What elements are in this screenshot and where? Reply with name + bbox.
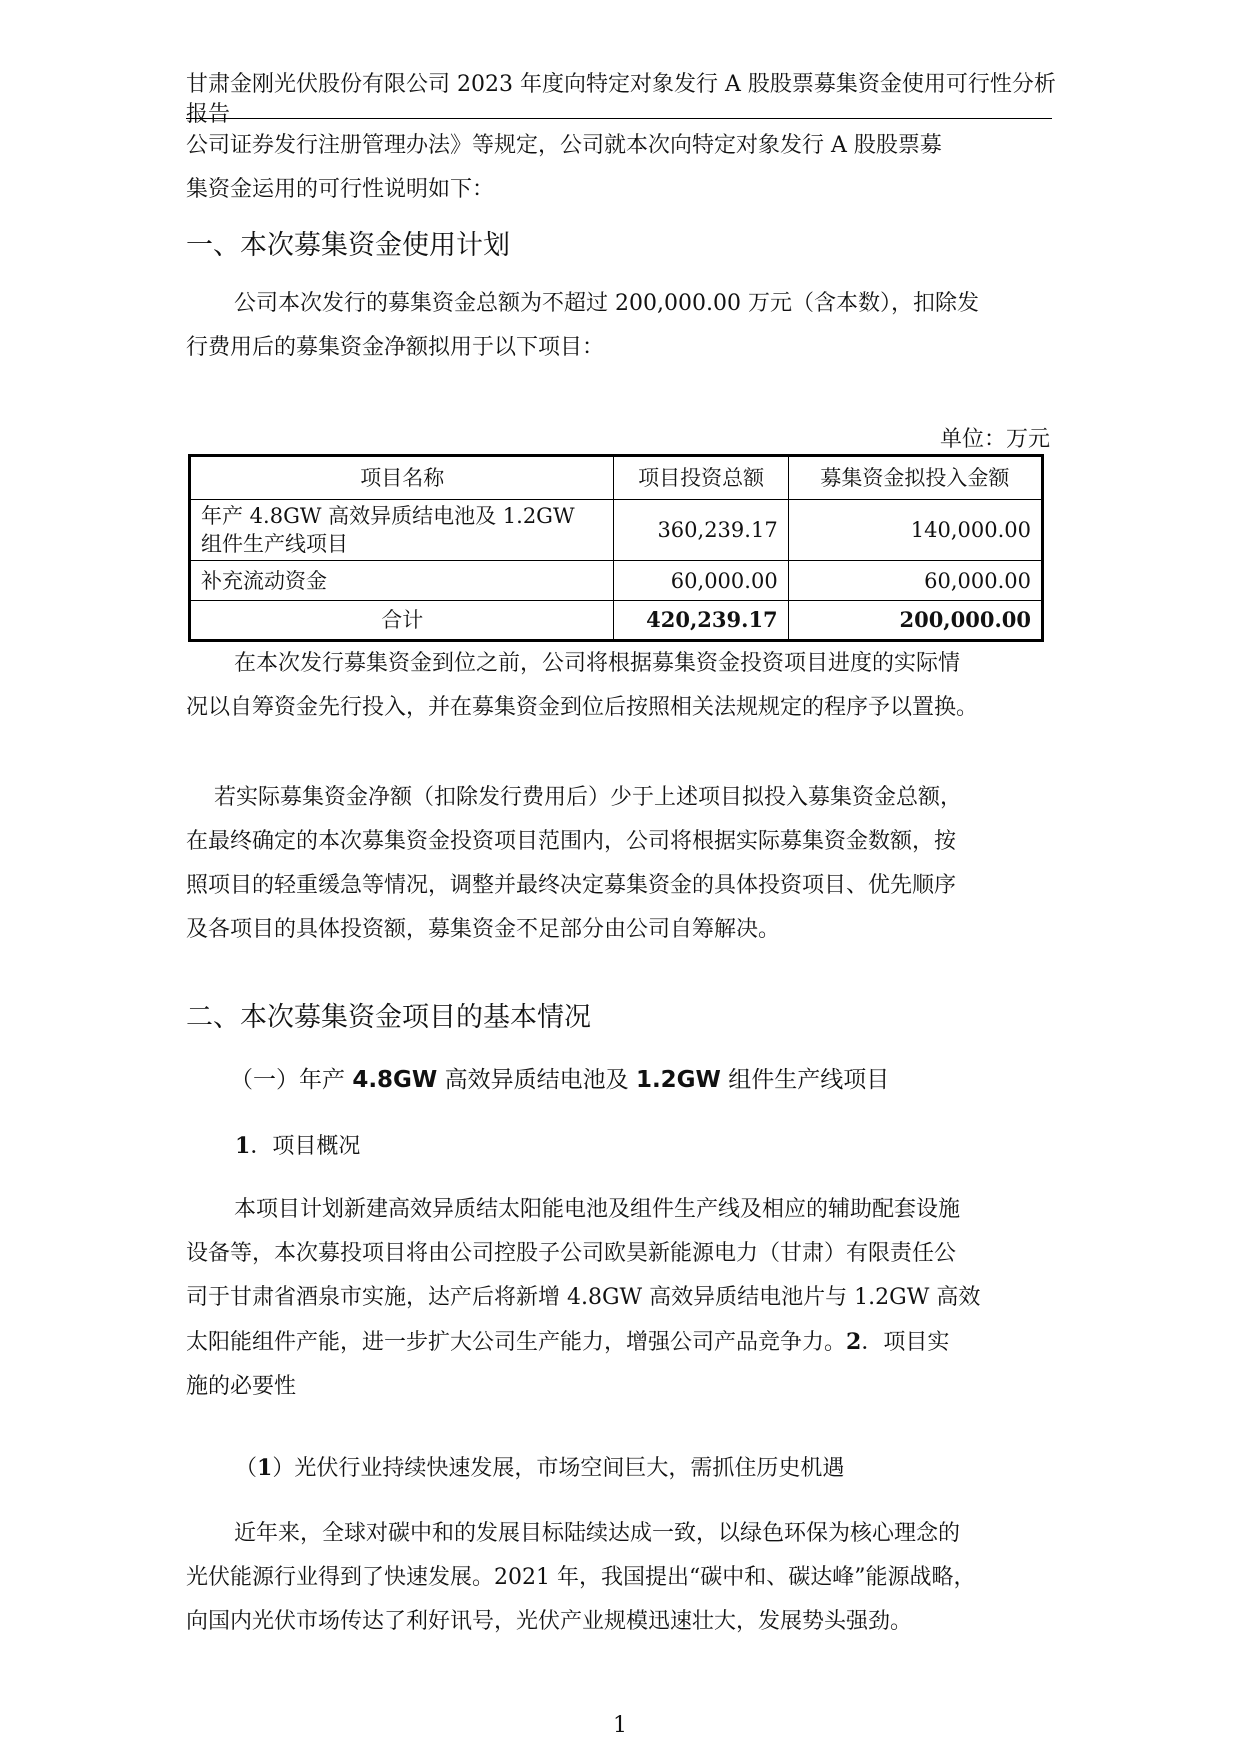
unit-label: 单位：万元 [939, 427, 1050, 452]
column-header-project-name: 项目名称 [190, 456, 614, 500]
overview-paragraph [186, 1188, 1056, 1409]
project-name-cell: 补充流动资金 [190, 561, 614, 601]
para-line: 及各项目的具体投资额，募集资金不足部分由公司自筹解决。 [186, 917, 781, 942]
para-line: 近年来，全球对碳中和的发展目标陆续达成一致，以绿色环保为核心理念的 [234, 1521, 961, 1546]
para-line: 设备等，本次募投项目将由公司控股子公司欧昊新能源电力（甘肃）有限责任公 [186, 1241, 957, 1266]
industry-paragraph [186, 1512, 1056, 1644]
point-number: 1 [257, 1455, 273, 1481]
item-number: 2 [846, 1329, 862, 1355]
section2-heading: 二、本次募集资金项目的基本情况 [186, 1002, 591, 1033]
raised-amount-sum-cell: 200,000.00 [788, 601, 1042, 641]
para-line [186, 1320, 1056, 1365]
item1-heading [235, 1130, 360, 1163]
project-name-line: 组件生产线项目 [201, 532, 348, 556]
para-line: 向国内光伏市场传达了利好讯号，光伏产业规模迅速壮大，发展势头强劲。 [186, 1609, 913, 1634]
para-line: 司于甘肃省酒泉市实施，达产后将新增 4.8GW 高效异质结电池片与 1.2GW 高效 [186, 1285, 981, 1310]
raised-amount-cell: 60,000.00 [788, 561, 1042, 601]
subsection-capacity-cells: 4.8GW [352, 1067, 438, 1093]
table-row [190, 561, 1043, 601]
header-rule [186, 118, 1052, 119]
para-line: 施的必要性 [186, 1374, 297, 1399]
subsection-mid: 高效异质结电池及 [437, 1067, 636, 1093]
page-number: 1 [613, 1713, 627, 1738]
header-title-line1: 甘肃金刚光伏股份有限公司 2023 年度向特定对象发行 A 股股票募集资金使用可行性分析 [186, 72, 1056, 97]
para-line: 照项目的轻重缓急等情况，调整并最终决定募集资金的具体投资项目、优先顺序 [186, 873, 957, 898]
total-investment-cell: 60,000.00 [614, 561, 788, 601]
point-text: ）光伏行业持续快速发展，市场空间巨大，需抓住历史机遇 [272, 1456, 845, 1481]
column-header-raised-amount: 募集资金拟投入金额 [788, 456, 1042, 500]
shortfall-paragraph [186, 776, 1056, 952]
table-total-row [190, 601, 1043, 641]
intro-line: 集资金运用的可行性说明如下： [186, 177, 495, 202]
para-line: 行费用后的募集资金净额拟用于以下项目： [186, 335, 605, 360]
para-text: 太阳能组件产能，进一步扩大公司生产能力，增强公司产品竞争力。 [186, 1330, 847, 1355]
item-label: ．项目概况 [250, 1134, 361, 1159]
running-header [186, 70, 1076, 130]
table-header-row [190, 456, 1043, 500]
pre-funding-paragraph [186, 642, 1056, 730]
para-line: 若实际募集资金净额（扣除发行费用后）少于上述项目拟投入募集资金总额， [214, 785, 963, 810]
para-line: 况以自筹资金先行投入，并在募集资金到位后按照相关法规规定的程序予以置换。 [186, 695, 979, 720]
item-number: 1 [235, 1133, 251, 1159]
para-line: 在本次发行募集资金到位之前，公司将根据募集资金投资项目进度的实际情 [234, 651, 961, 676]
paren-open: （ [235, 1456, 258, 1481]
intro-line: 公司证券发行注册管理办法》等规定，公司就本次向特定对象发行 A 股股票募 [186, 133, 942, 158]
section1-paragraph [186, 282, 1056, 370]
project-name-cell [190, 500, 614, 561]
column-header-total-investment: 项目投资总额 [614, 456, 788, 500]
table-row [190, 500, 1043, 561]
para-line: 在最终确定的本次募集资金投资项目范围内，公司将根据实际募集资金数额，按 [186, 829, 957, 854]
fund-usage-table [188, 454, 1044, 642]
intro-paragraph [186, 124, 1056, 212]
para-line: 公司本次发行的募集资金总额为不超过 200,000.00 万元（含本数），扣除发 [234, 291, 979, 316]
total-investment-sum-cell: 420,239.17 [614, 601, 788, 641]
total-investment-cell: 360,239.17 [614, 500, 788, 561]
subsection-capacity-modules: 1.2GW [635, 1067, 721, 1093]
para-line: 光伏能源行业得到了快速发展。2021 年，我国提出“碳中和、碳达峰”能源战略， [186, 1565, 976, 1590]
total-label-cell: 合计 [190, 601, 614, 641]
raised-amount-cell: 140,000.00 [788, 500, 1042, 561]
subsection-prefix: （一）年产 [230, 1067, 353, 1093]
para-line: 本项目计划新建高效异质结太阳能电池及组件生产线及相应的辅助配套设施 [234, 1197, 961, 1222]
section1-heading: 一、本次募集资金使用计划 [186, 230, 510, 261]
subsection1-heading [230, 1064, 889, 1096]
item-label: ．项目实 [861, 1330, 950, 1355]
subsection-suffix: 组件生产线项目 [720, 1067, 890, 1093]
header-title-line2: 报告 [186, 102, 231, 127]
point1-heading [235, 1452, 844, 1485]
project-name-line: 年产 4.8GW 高效异质结电池及 1.2GW [201, 504, 575, 528]
